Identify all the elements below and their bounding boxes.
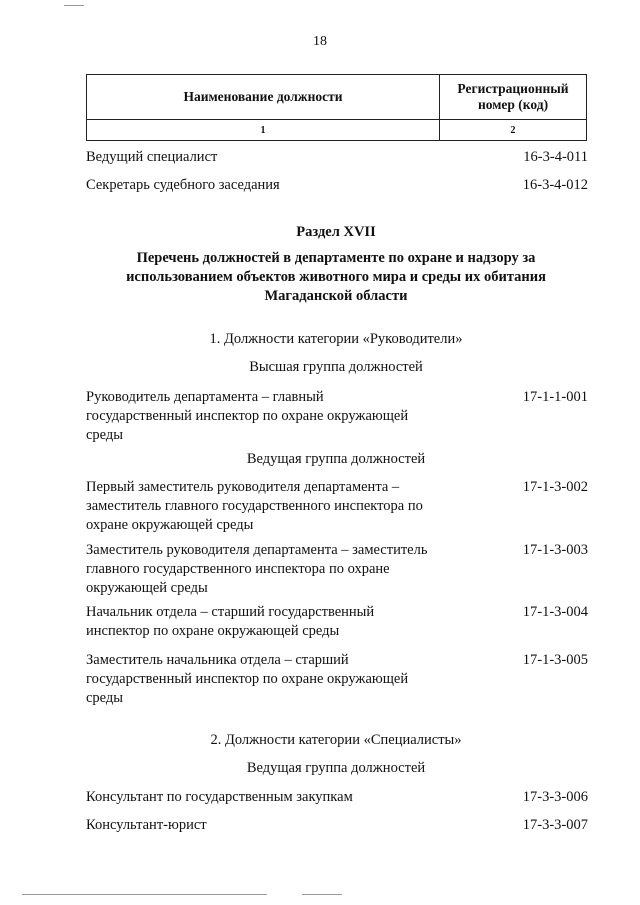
position-row bbox=[86, 788, 588, 808]
position-code: 17-1-3-005 bbox=[522, 652, 588, 668]
position-title-line: Начальник отдела – старший государственный bbox=[86, 604, 375, 620]
position-title-line: Заместитель руководителя департамента – заместитель bbox=[86, 542, 428, 558]
position-title-line: заместитель главного государственного инспектора по bbox=[86, 498, 423, 514]
position-row bbox=[86, 388, 588, 448]
position-title-line: инспектор по охране окружающей среды bbox=[86, 623, 340, 639]
column-number-2: 2 bbox=[440, 120, 587, 141]
position-title-line: среды bbox=[86, 690, 124, 706]
section-title-line: Перечень должностей в департаменте по охране и надзору за bbox=[136, 250, 536, 266]
position-title-line: Первый заместитель руководителя департамента – bbox=[86, 479, 400, 495]
position-title bbox=[86, 388, 444, 445]
position-row bbox=[86, 651, 588, 711]
position-row bbox=[86, 148, 588, 168]
position-row bbox=[86, 816, 588, 836]
position-title-line: Руководитель департамента – главный bbox=[86, 389, 324, 405]
position-title-line: государственный инспектор по охране окружающей bbox=[86, 408, 409, 424]
column-header-code bbox=[440, 75, 587, 120]
scan-mark-bottom-left bbox=[22, 894, 267, 895]
position-title bbox=[86, 603, 444, 641]
position-row bbox=[86, 478, 588, 538]
scan-mark-top bbox=[64, 5, 84, 6]
category-heading: 1. Должности категории «Руководители» bbox=[209, 331, 463, 347]
position-row bbox=[86, 603, 588, 643]
position-row bbox=[86, 541, 588, 601]
position-code: 17-3-3-006 bbox=[522, 789, 588, 805]
position-code: 16-3-4-011 bbox=[523, 149, 588, 165]
section-heading: Раздел XVII bbox=[296, 224, 376, 240]
scan-mark-bottom-mid bbox=[302, 894, 342, 895]
position-title: Консультант по государственным закупкам bbox=[86, 789, 353, 805]
position-title-line: государственный инспектор по охране окружающей bbox=[86, 671, 409, 687]
column-header-code-line1: Регистрационный bbox=[457, 81, 569, 96]
position-code: 17-1-3-002 bbox=[522, 479, 588, 495]
section-title-line: Магаданской области bbox=[264, 288, 408, 304]
position-code: 17-1-3-003 bbox=[522, 542, 588, 558]
group-heading: Высшая группа должностей bbox=[249, 359, 423, 375]
group-heading: Ведущая группа должностей bbox=[246, 451, 426, 467]
table-header bbox=[86, 74, 587, 141]
page-number: 18 bbox=[313, 34, 327, 49]
column-number-1: 1 bbox=[87, 120, 440, 141]
position-code: 16-3-4-012 bbox=[522, 177, 588, 193]
position-title: Консультант-юрист bbox=[86, 817, 207, 833]
position-title bbox=[86, 478, 444, 535]
position-title-line: Заместитель начальника отдела – старший bbox=[86, 652, 349, 668]
position-code: 17-1-3-004 bbox=[522, 604, 588, 620]
position-code: 17-3-3-007 bbox=[522, 817, 588, 833]
position-code: 17-1-1-001 bbox=[522, 389, 588, 405]
position-row bbox=[86, 176, 588, 196]
column-header-code-line2: номер (код) bbox=[477, 97, 549, 112]
position-title bbox=[86, 651, 444, 708]
section-title-line: использованием объектов животного мира и среды их обитания bbox=[126, 269, 546, 285]
section-title bbox=[0, 249, 640, 306]
position-title-line: окружающей среды bbox=[86, 580, 208, 596]
position-title: Секретарь судебного заседания bbox=[86, 177, 280, 193]
position-title-line: среды bbox=[86, 427, 124, 443]
group-heading: Ведущая группа должностей bbox=[246, 760, 426, 776]
position-title bbox=[86, 541, 444, 598]
position-title: Ведущий специалист bbox=[86, 149, 218, 165]
position-title-line: охране окружающей среды bbox=[86, 517, 254, 533]
category-heading: 2. Должности категории «Специалисты» bbox=[210, 732, 462, 748]
position-title-line: главного государственного инспектора по охране bbox=[86, 561, 390, 577]
column-header-position: Наименование должности bbox=[87, 75, 440, 120]
